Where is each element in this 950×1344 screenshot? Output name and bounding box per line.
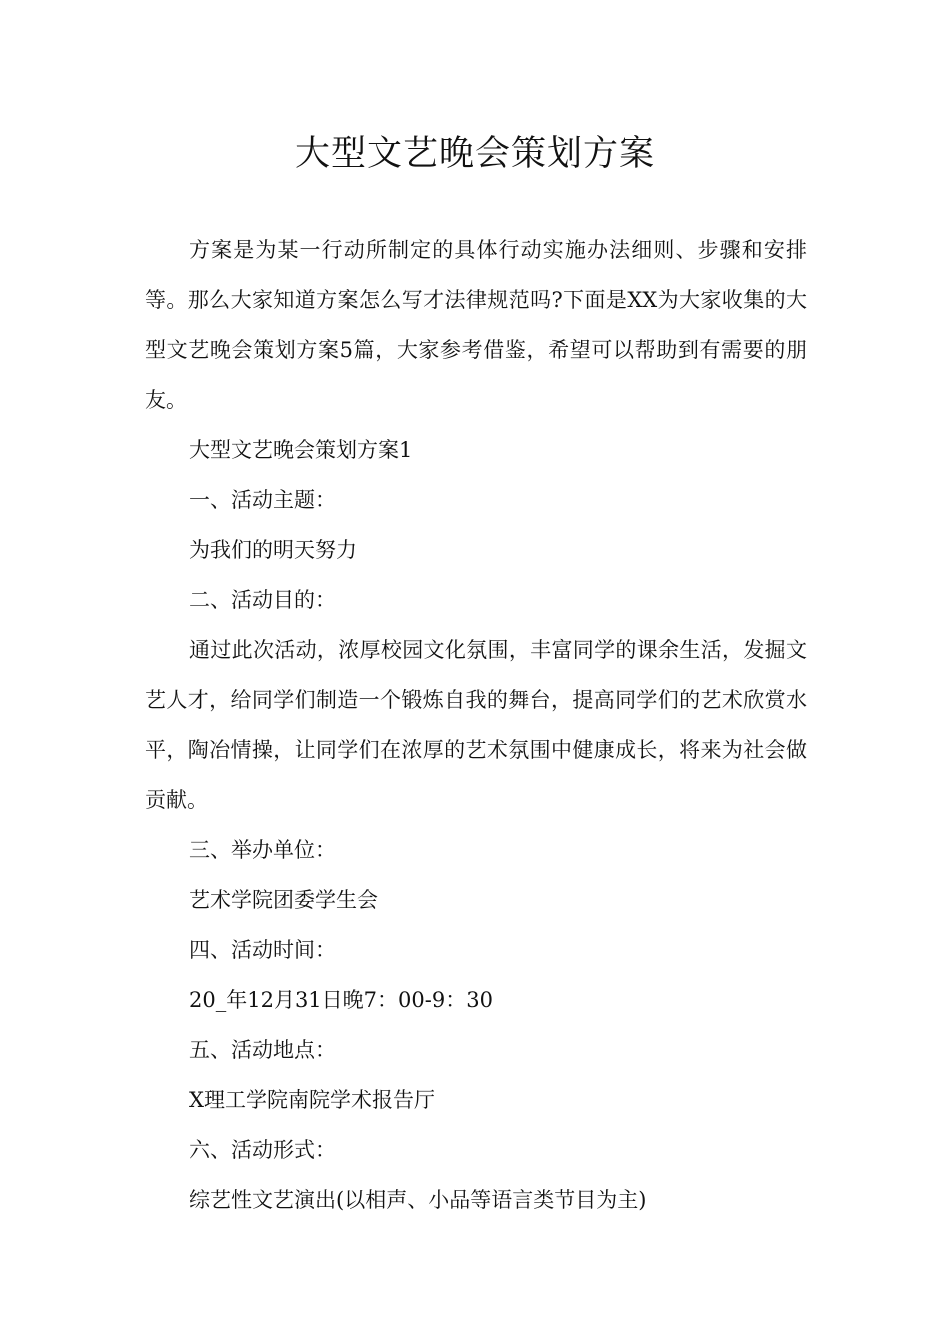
intro-paragraph: 方案是为某一行动所制定的具体行动实施办法细则、步骤和安排等。那么大家知道方案怎么写才法律规范吗?下面是XX为大家收集的大型文艺晚会策划方案5篇，大家参考借鉴，希望可以帮助到有需要的朋友。 (145, 238, 807, 412)
text-activity-purpose: 通过此次活动，浓厚校园文化氛围，丰富同学的课余生活，发掘文艺人才，给同学们制造一个锻炼自我的舞台，提高同学们的艺术欣赏水平，陶冶情操，让同学们在浓厚的艺术氛围中健康成长，将来为社会做贡献。 (145, 638, 807, 812)
text-activity-location: X理工学院南院学术报告厅 (189, 1088, 435, 1112)
document-body (145, 225, 807, 1225)
heading-activity-theme: 一、活动主题： (189, 488, 336, 512)
heading-activity-purpose: 二、活动目的： (189, 588, 336, 612)
text-activity-format: 综艺性文艺演出(以相声、小品等语言类节目为主) (189, 1188, 647, 1212)
text-organizer: 艺术学院团委学生会 (189, 888, 378, 912)
heading-activity-location: 五、活动地点： (189, 1038, 336, 1062)
document-title: 大型文艺晚会策划方案 (294, 134, 655, 174)
heading-activity-time: 四、活动时间： (189, 938, 336, 962)
heading-organizer: 三、举办单位： (189, 838, 336, 862)
section-heading-plan-1: 大型文艺晚会策划方案1 (189, 438, 413, 462)
heading-activity-format: 六、活动形式： (189, 1138, 336, 1162)
text-activity-theme: 为我们的明天努力 (189, 538, 357, 562)
text-activity-time: 20_年12月31日晚7：00-9：30 (189, 988, 493, 1012)
